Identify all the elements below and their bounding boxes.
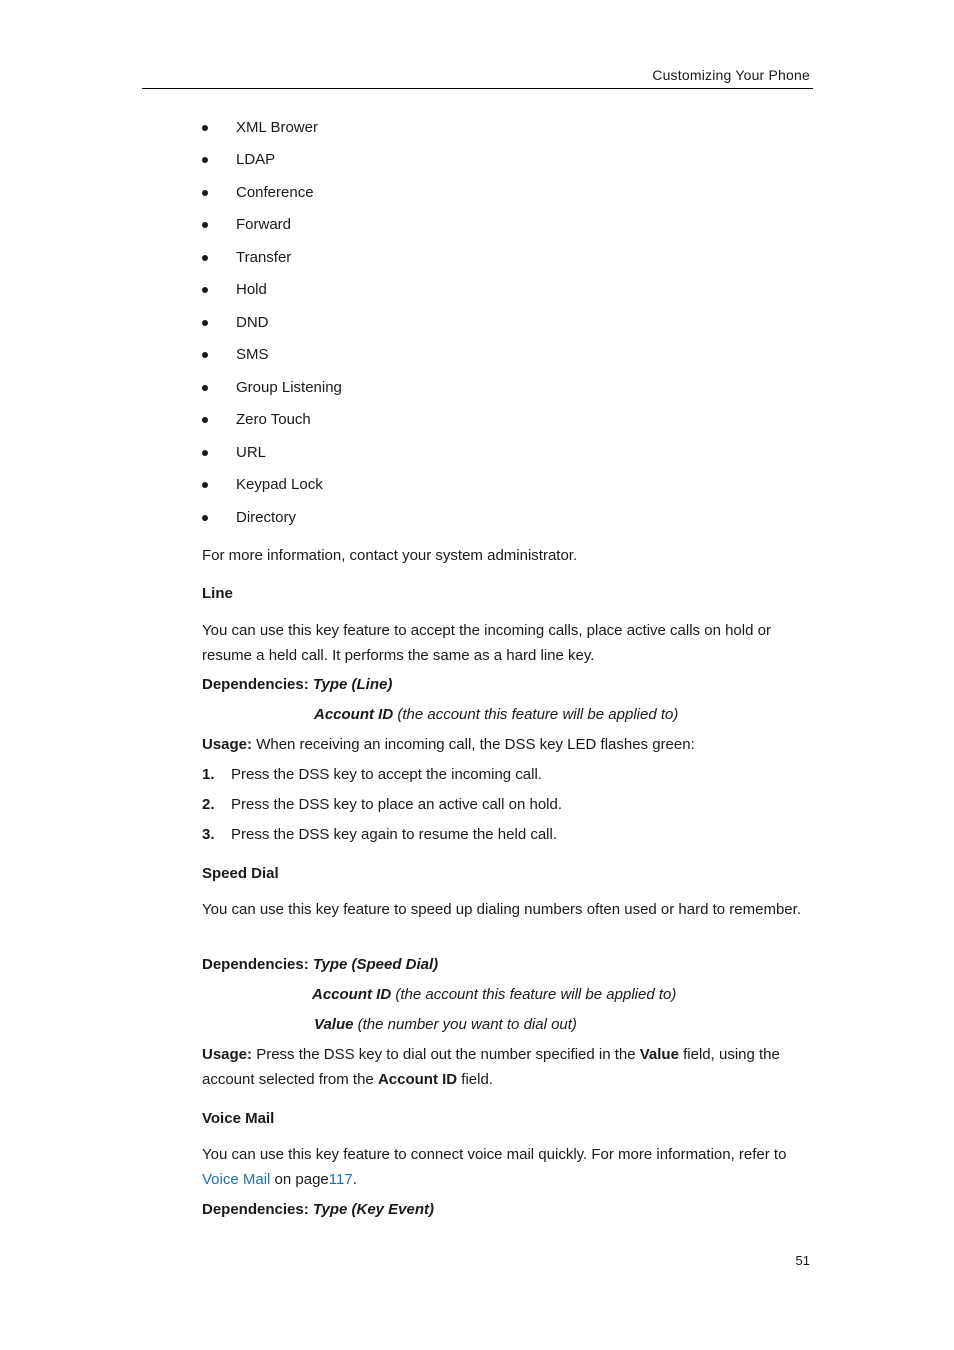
line-description: You can use this key feature to accept the incoming calls, place active calls on hold or resume a held call. It performs the same as a hard line key. bbox=[202, 622, 771, 664]
usage-label: Usage: bbox=[202, 736, 253, 753]
value-field-name: Value bbox=[639, 1046, 679, 1063]
bullet-icon bbox=[202, 157, 208, 163]
bullet-icon bbox=[202, 190, 208, 196]
more-info-paragraph: For more information, contact your system administrator. bbox=[202, 547, 578, 564]
list-item: Hold bbox=[236, 281, 267, 298]
list-item: Directory bbox=[236, 509, 297, 526]
step-text: Press the DSS key to accept the incoming call. bbox=[231, 766, 542, 783]
voice-mail-description bbox=[202, 1142, 814, 1192]
line-usage bbox=[202, 736, 695, 753]
account-id-field-name: Account ID bbox=[377, 1071, 458, 1088]
list-item: DND bbox=[236, 314, 269, 331]
period: . bbox=[352, 1171, 357, 1188]
bullet-icon bbox=[202, 287, 208, 293]
usage-text: field. bbox=[461, 1071, 493, 1088]
list-item: Transfer bbox=[236, 249, 292, 266]
value-label: Value bbox=[314, 1016, 354, 1033]
list-item: Zero Touch bbox=[236, 411, 311, 428]
usage-text: field, using the account selected from the bbox=[202, 1046, 780, 1088]
step-text: Press the DSS key to place an active call on hold. bbox=[231, 796, 563, 813]
dependencies-label: Dependencies: bbox=[202, 676, 309, 693]
running-header: Customizing Your Phone bbox=[652, 67, 810, 83]
bullet-icon bbox=[202, 352, 208, 358]
line-dependencies bbox=[202, 676, 392, 693]
section-heading-speed-dial: Speed Dial bbox=[202, 865, 279, 882]
line-account-dependency bbox=[314, 706, 678, 723]
list-item: Conference bbox=[236, 184, 314, 201]
page-number: 51 bbox=[795, 1253, 810, 1268]
bullet-icon bbox=[202, 515, 208, 521]
step-number: 1. bbox=[202, 766, 215, 783]
bullet-icon bbox=[202, 450, 208, 456]
dependencies-label: Dependencies: bbox=[202, 956, 309, 973]
value-description: (the number you want to dial out) bbox=[357, 1016, 577, 1033]
page-117-link[interactable]: 117 bbox=[328, 1171, 353, 1188]
step-number: 3. bbox=[202, 826, 215, 843]
usage-label: Usage: bbox=[202, 1046, 253, 1063]
dependency-type: Type (Key Event) bbox=[312, 1201, 435, 1218]
voice-mail-link[interactable]: Voice Mail bbox=[202, 1171, 271, 1188]
bullet-icon bbox=[202, 320, 208, 326]
list-item: XML Brower bbox=[236, 119, 318, 136]
description-text: You can use this key feature to connect voice mail quickly. For more information, refer to bbox=[202, 1146, 787, 1163]
step-text: Press the DSS key again to resume the held call. bbox=[231, 826, 558, 843]
voice-mail-dependencies bbox=[202, 1201, 434, 1218]
list-item: Keypad Lock bbox=[236, 476, 323, 493]
account-id-description: (the account this feature will be applied to) bbox=[395, 986, 677, 1003]
header-divider bbox=[142, 88, 813, 89]
account-id-description: (the account this feature will be applied to) bbox=[397, 706, 679, 723]
usage-text: When receiving an incoming call, the DSS key LED flashes green: bbox=[256, 736, 695, 753]
list-item: Group Listening bbox=[236, 379, 342, 396]
list-item: Forward bbox=[236, 216, 292, 233]
bullet-icon bbox=[202, 482, 208, 488]
speed-dial-dependencies bbox=[202, 956, 438, 973]
dependency-type: Type (Line) bbox=[312, 676, 393, 693]
dependency-type: Type (Speed Dial) bbox=[312, 956, 439, 973]
bullet-icon bbox=[202, 385, 208, 391]
bullet-icon bbox=[202, 125, 208, 131]
bullet-icon bbox=[202, 255, 208, 261]
speed-dial-value-dependency bbox=[314, 1016, 577, 1033]
usage-text: Press the DSS key to dial out the number specified in the bbox=[256, 1046, 636, 1063]
speed-dial-description: You can use this key feature to speed up dialing numbers often used or hard to remember. bbox=[202, 901, 801, 918]
bullet-icon bbox=[202, 222, 208, 228]
dependencies-label: Dependencies: bbox=[202, 1201, 309, 1218]
list-item: SMS bbox=[236, 346, 269, 363]
section-heading-voice-mail: Voice Mail bbox=[202, 1110, 275, 1127]
list-item: LDAP bbox=[236, 151, 276, 168]
account-id-label: Account ID bbox=[314, 706, 394, 723]
on-page-text: on page bbox=[274, 1171, 329, 1188]
bullet-icon bbox=[202, 417, 208, 423]
step-number: 2. bbox=[202, 796, 215, 813]
speed-dial-usage bbox=[202, 1042, 814, 1092]
speed-dial-account-dependency bbox=[312, 986, 676, 1003]
account-id-label: Account ID bbox=[312, 986, 392, 1003]
list-item: URL bbox=[236, 444, 267, 461]
section-heading-line: Line bbox=[202, 585, 233, 602]
